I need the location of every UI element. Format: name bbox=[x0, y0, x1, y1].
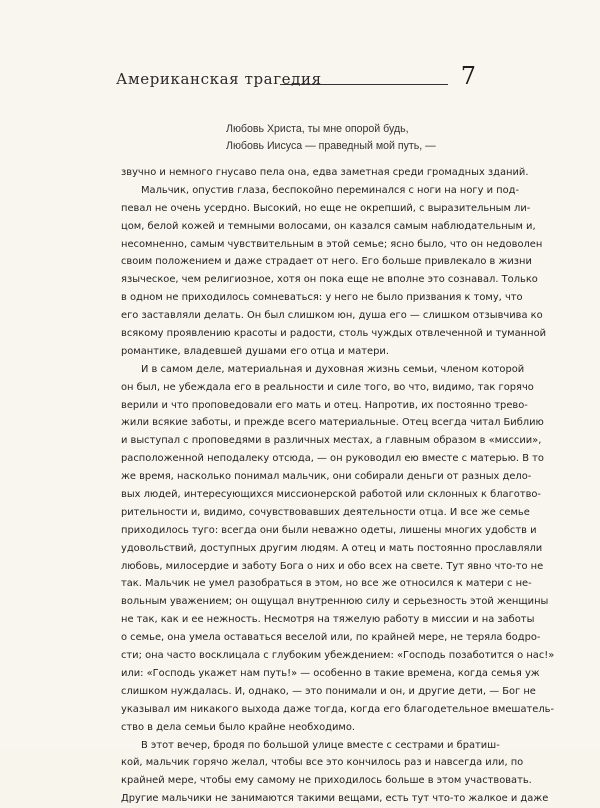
text-line: не так, как и ее нежность. Несмотря на тяжелую работу в миссии и на заботы bbox=[121, 614, 535, 626]
text-line: указывал им никакого выхода даже тогда, когда его благодетельное вмешатель- bbox=[121, 703, 555, 715]
text-line: ство в дела семьи было крайне необходимо. bbox=[121, 721, 356, 733]
text-line: любовь, милосердие и заботу Бога о них и обо всех на свете. Тут явно что-то не bbox=[121, 560, 544, 572]
text-line: верили и что проповедовали его мать и отец. Напротив, их постоянно трево- bbox=[121, 399, 528, 411]
body-text bbox=[121, 164, 555, 808]
text-line: певал не очень усердно. Высокий, но еще не окрепший, с выразительным ли- bbox=[121, 202, 531, 214]
text-line: В этот вечер, бродя по большой улице вместе с сестрами и братиш- bbox=[141, 739, 500, 751]
text-line: о семье, она умела оставаться веселой или, по крайней мере, не теряла бодро- bbox=[121, 632, 541, 644]
text-line: и выступал с проповедями в различных местах, а главным образом в «миссии», bbox=[121, 435, 542, 447]
text-line: цом, белой кожей и темными волосами, он казался самым наблюдательным и, bbox=[121, 220, 536, 232]
epigraph-line: Любовь Христа, ты мне опорой будь, bbox=[226, 123, 409, 135]
text-line: сти; она часто восклицала с глубоким убеждением: «Господь позаботится о нас!» bbox=[121, 650, 555, 662]
running-header bbox=[116, 64, 476, 98]
text-line: рительности и, видимо, сочувствовавших деятельности отца. И все же семье bbox=[121, 506, 530, 518]
text-line: своим положением и даже страдает от него. Его больше привлекало в жизни bbox=[121, 256, 532, 268]
text-line: крайней мере, чтобы ему самому не приходилось больше в этом участвовать. bbox=[121, 775, 532, 787]
text-line: звучно и немного гнусаво пела она, едва заметная среди громадных зданий. bbox=[121, 167, 529, 178]
text-line: его заставляли делать. Он был слишком юн, душа его — слишком отзывчива ко bbox=[121, 310, 543, 322]
text-line: удовольствий, доступных другим людям. А отец и мать постоянно прославляли bbox=[121, 542, 543, 554]
text-line: же время, насколько понимал мальчик, они собирали деньги от разных дело- bbox=[121, 471, 532, 483]
text-line: жили всякие заботы, и прежде всего материальные. Отец всегда читал Библию bbox=[121, 417, 544, 429]
text-line: Мальчик, опустив глаза, беспокойно переминался с ноги на ногу и под- bbox=[141, 184, 520, 196]
text-line: или: «Господь укажет нам путь!» — особенно в такие времена, когда семья уж bbox=[121, 667, 540, 679]
epigraph bbox=[226, 121, 466, 155]
text-line: вых людей, интересующихся миссионерской работой или склонных к благотво- bbox=[121, 489, 541, 501]
text-line: приходилось туго: всегда они были неважно одеты, лишены многих удобств и bbox=[121, 524, 537, 536]
text-line: в одном не приходилось сомневаться: у него не было призвания к тому, что bbox=[121, 292, 523, 304]
header-rule bbox=[280, 84, 448, 85]
text-line: языческое, чем религиозное, хотя он пока еще не вполне это сознавал. Только bbox=[121, 274, 538, 286]
epigraph-line: Любовь Иисуса — праведный мой путь, — bbox=[226, 140, 436, 152]
page-number: 7 bbox=[460, 62, 476, 90]
text-line: расположенной неподалеку отсюда, — он руководил ею вместе с матерью. В то bbox=[121, 453, 544, 465]
text-line: всякому проявлению красоты и радости, столь чуждых отвлеченной и туманной bbox=[121, 328, 547, 340]
text-line: романтике, владевшей душами его отца и матери. bbox=[121, 345, 389, 357]
text-line: кой, мальчик горячо желал, чтобы все это кончилось раз и навсегда или, по bbox=[121, 757, 524, 769]
text-line: так. Мальчик не умел разобраться в этом, но все же относился к матери с не- bbox=[121, 578, 532, 590]
text-line: И в самом деле, материальная и духовная жизнь семьи, членом которой bbox=[141, 363, 525, 375]
text-line: слишком нуждалась. И, однако, — это понимали и он, и другие дети, — Бог не bbox=[121, 685, 536, 697]
text-line: Другие мальчики не занимаются такими вещами, есть тут что-то жалкое и даже bbox=[121, 793, 549, 805]
text-line: он был, не убеждала его в реальности и силе того, во что, видимо, так горячо bbox=[121, 381, 534, 393]
text-line: несомненно, самым чувствительным в этой семье; ясно было, что он недоволен bbox=[121, 238, 543, 250]
running-title: Американская трагедия bbox=[116, 70, 322, 88]
text-line: вольным уважением; он ощущал внутреннюю силу и серьезность этой женщины bbox=[121, 596, 549, 608]
